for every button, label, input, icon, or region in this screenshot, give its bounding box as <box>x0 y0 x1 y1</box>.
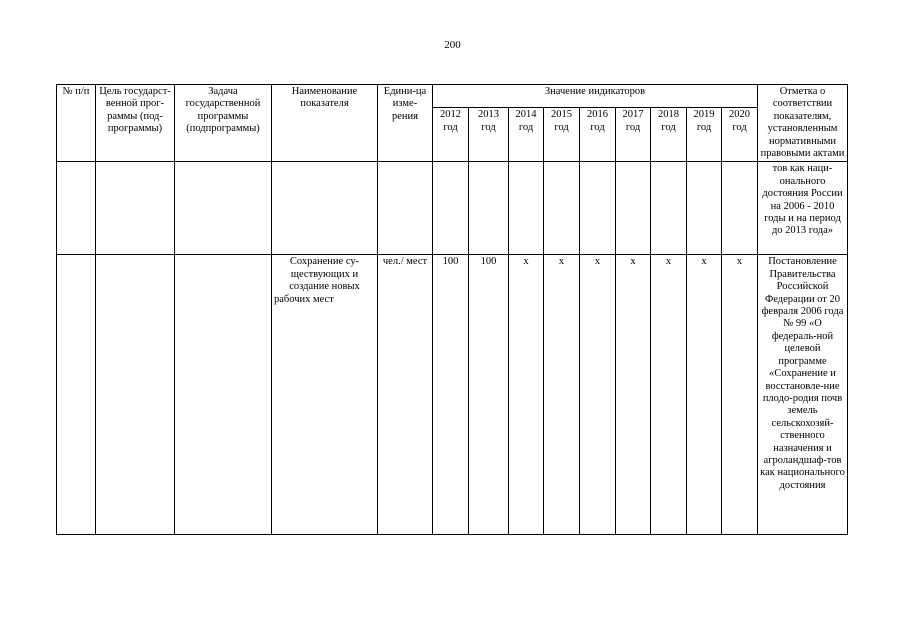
cell-value <box>722 162 758 255</box>
header-task: Задача государственной программы (подпрограммы) <box>175 85 272 162</box>
cell-num <box>57 162 96 255</box>
cell-note: Постановление Правительства Российской Федерации от 20 февраля 2006 года № 99 «О федераль-ной целевой программе «Сохранение и восстановле-ние плодо-родия почв земель сельскохозяй-ственного назначения и агроландшаф-тов как национального достояния <box>758 255 848 535</box>
table-row <box>57 162 848 255</box>
cell-value: х <box>580 255 616 535</box>
cell-value: х <box>509 255 544 535</box>
cell-num <box>57 255 96 535</box>
header-year: 2020 год <box>722 108 758 162</box>
cell-value <box>509 162 544 255</box>
header-year: 2013 год <box>469 108 509 162</box>
cell-value: 100 <box>433 255 469 535</box>
header-year: 2019 год <box>687 108 722 162</box>
header-goal: Цель государст-венной прог-раммы (под-программы) <box>96 85 175 162</box>
cell-goal <box>96 162 175 255</box>
header-values-group: Значение индикаторов <box>433 85 758 108</box>
cell-unit <box>378 162 433 255</box>
cell-note: тов как наци-онального достояния России на 2006 - 2010 годы и на период до 2013 года» <box>758 162 848 255</box>
cell-value <box>616 162 651 255</box>
header-unit: Едини-ца изме-рения <box>378 85 433 162</box>
cell-value: х <box>616 255 651 535</box>
cell-indicator-name: Сохранение су-ществующих и создание новых рабочих мест <box>272 255 378 535</box>
cell-value: х <box>687 255 722 535</box>
header-year: 2012 год <box>433 108 469 162</box>
page-number: 200 <box>444 39 461 51</box>
cell-value: х <box>651 255 687 535</box>
header-year: 2017 год <box>616 108 651 162</box>
cell-value: 100 <box>469 255 509 535</box>
header-year: 2015 год <box>544 108 580 162</box>
cell-task <box>175 162 272 255</box>
header-row-1 <box>57 85 848 108</box>
cell-goal <box>96 255 175 535</box>
cell-value <box>651 162 687 255</box>
cell-unit: чел./ мест <box>378 255 433 535</box>
header-num: № п/п <box>57 85 96 162</box>
cell-task <box>175 255 272 535</box>
header-year: 2018 год <box>651 108 687 162</box>
cell-value: х <box>544 255 580 535</box>
cell-indicator-name <box>272 162 378 255</box>
header-year: 2014 год <box>509 108 544 162</box>
cell-value <box>687 162 722 255</box>
cell-value: х <box>722 255 758 535</box>
cell-value <box>580 162 616 255</box>
cell-value <box>544 162 580 255</box>
indicators-table <box>56 84 848 535</box>
table-row <box>57 255 848 535</box>
cell-value <box>433 162 469 255</box>
header-indicator-name: Наименование показателя <box>272 85 378 162</box>
header-year: 2016 год <box>580 108 616 162</box>
header-note: Отметка о соответствии показателям, установленным нормативными правовыми актами <box>758 85 848 162</box>
cell-value <box>469 162 509 255</box>
